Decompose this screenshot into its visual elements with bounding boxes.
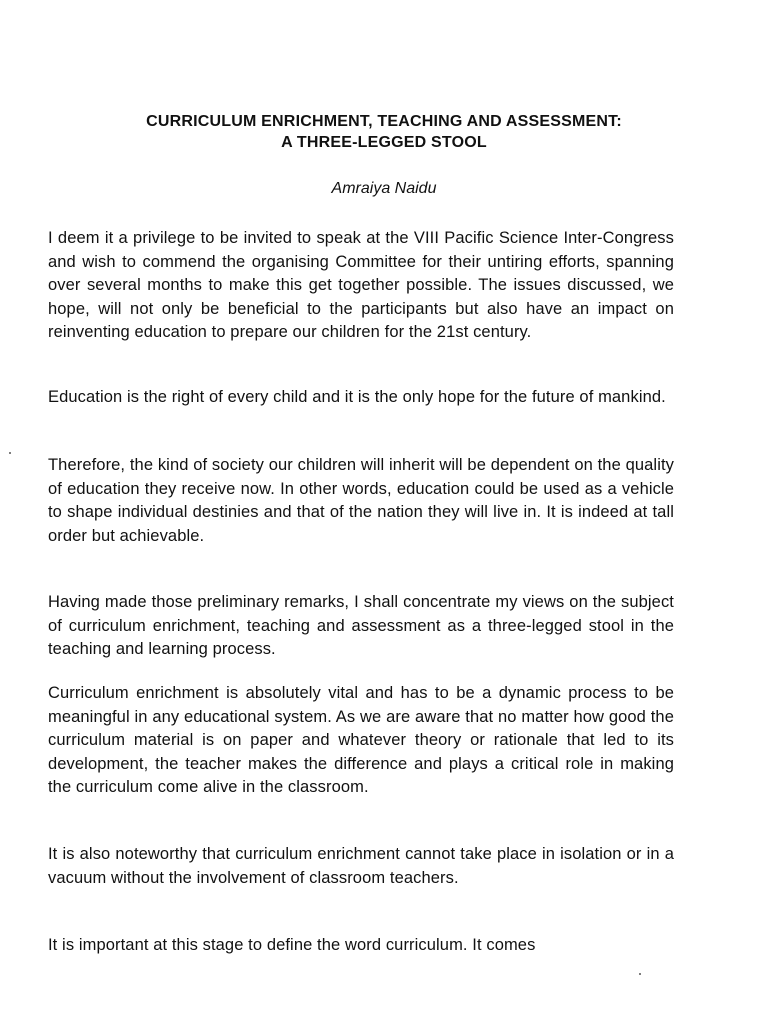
scan-speck xyxy=(639,973,641,975)
paragraph-curriculum-enrichment: Curriculum enrichment is absolutely vital and has to be a dynamic process to be meaningful in any educational system. As we are aware that no matter how good the curriculum material is on paper and whatever theory or rationale that led to its development, the teacher makes the difference and plays a critical role in making the curriculum come alive in the classroom. xyxy=(48,684,674,796)
paragraph-introduction: I deem it a privilege to be invited to speak at the VIII Pacific Science Inter-Congress and wish to commend the organising Committee for their untiring efforts, spanning over several months to make this get together possible. The issues discussed, we hope, will not only be beneficial to the participants but also have an impact on reinventing education to prepare our children for the 21st century. xyxy=(48,229,674,341)
document-title-line-2: A THREE-LEGGED STOOL xyxy=(281,134,487,151)
paragraph-education-right: Education is the right of every child and it is the only hope for the future of mankind. xyxy=(48,388,666,406)
paragraph-noteworthy: It is also noteworthy that curriculum enrichment cannot take place in isolation or in a vacuum without the involvement of classroom teachers. xyxy=(48,845,674,887)
paragraph-society: Therefore, the kind of society our children will inherit will be dependent on the quality of education they receive now. In other words, education could be used as a vehicle to shape individual destinies and that of the nation they will live in. It is indeed at tall order but achievable. xyxy=(48,456,674,545)
document-title-line-1: CURRICULUM ENRICHMENT, TEACHING AND ASSESSMENT: xyxy=(146,113,622,130)
author-name: Amraiya Naidu xyxy=(331,180,437,197)
scan-speck xyxy=(9,452,11,454)
paragraph-preliminary-remarks: Having made those preliminary remarks, I shall concentrate my views on the subject of curriculum enrichment, teaching and assessment as a three-legged stool in the teaching and learning process. xyxy=(48,593,674,658)
paragraph-definition: It is important at this stage to define the word curriculum. It comes xyxy=(48,936,536,954)
